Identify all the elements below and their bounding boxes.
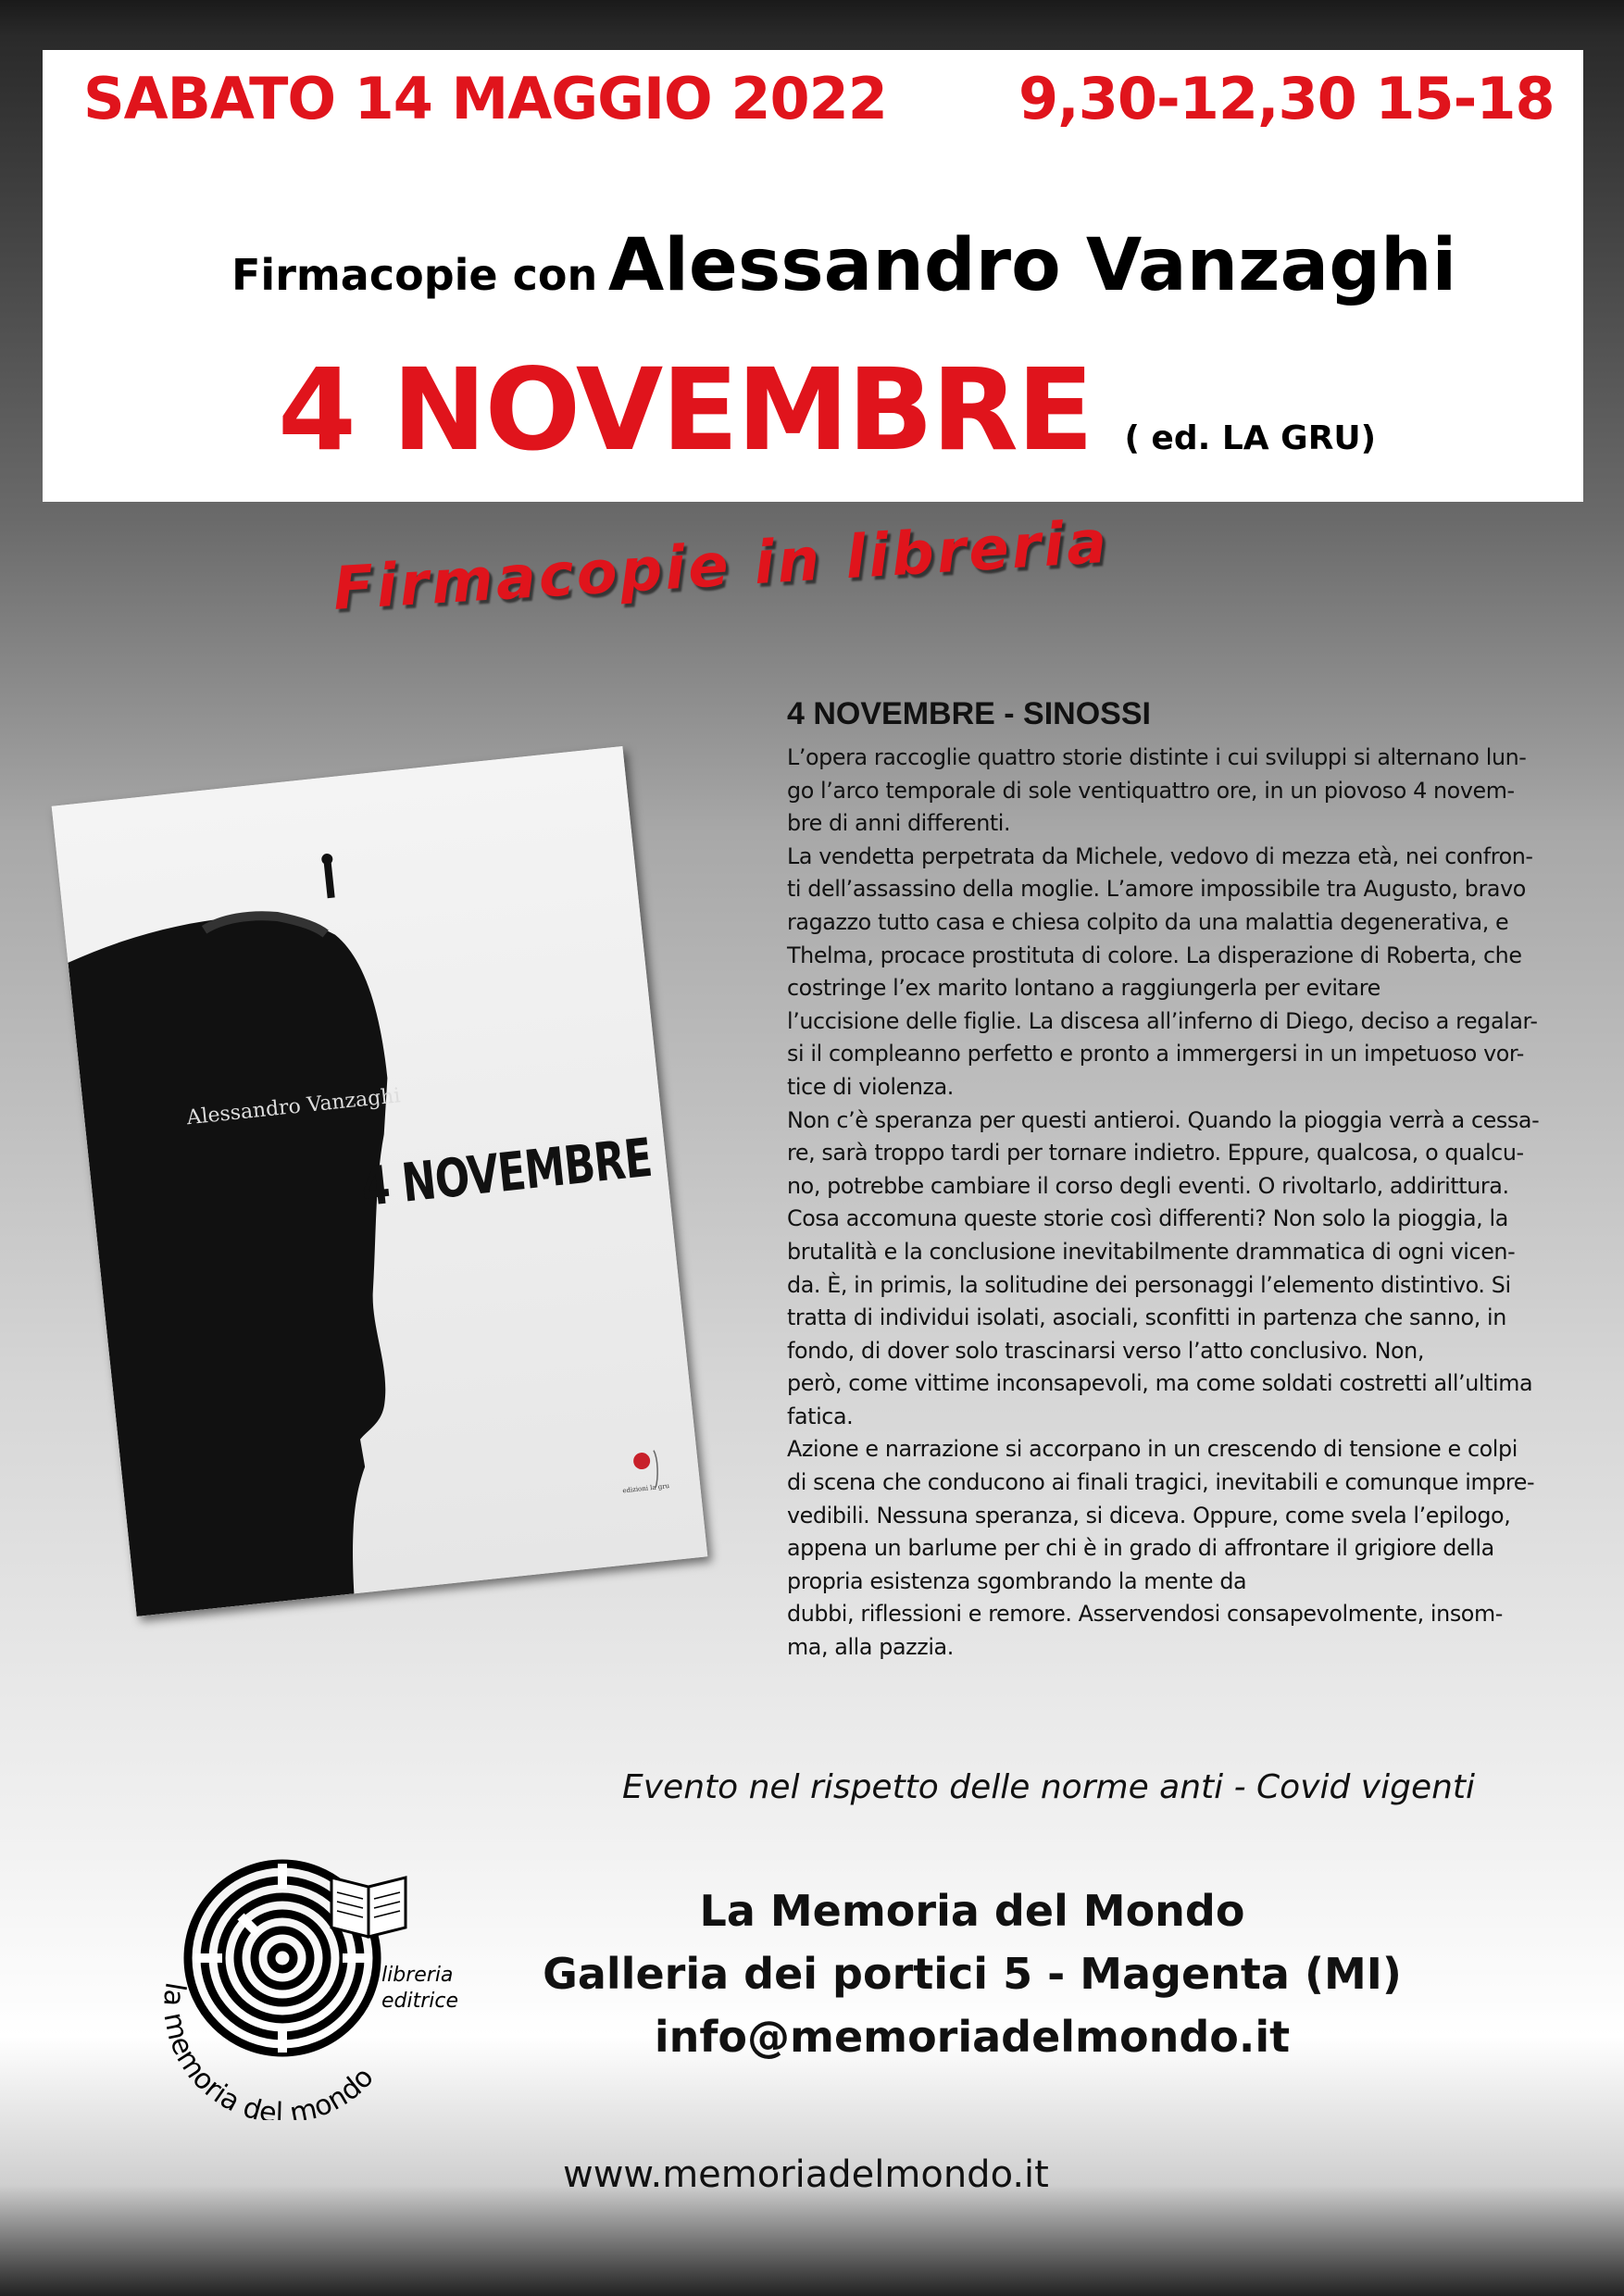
synopsis-line: L’opera raccoglie quattro storie distinte i cui sviluppi si alternano lun-	[787, 744, 1527, 770]
synopsis-line: vedibili. Nessuna speranza, si diceva. Oppure, come svela l’epilogo,	[787, 1502, 1511, 1529]
event-times: 9,30-12,30 15-18	[1018, 65, 1555, 132]
synopsis-line: di scena che conducono ai finali tragici, inevitabili e comunque impre-	[787, 1469, 1535, 1496]
synopsis-line: da. È, in primis, la solitudine dei personaggi l’elemento distintivo. Si	[787, 1271, 1511, 1298]
synopsis-line: fondo, di dover solo trascinarsi verso l’atto conclusivo. Non,	[787, 1337, 1424, 1364]
synopsis-line: ragazzo tutto casa e chiesa colpito da una malattia degenerativa, e	[787, 908, 1509, 935]
book-title: 4 NOVEMBRE	[278, 344, 1093, 476]
synopsis-line: Cosa accomuna queste storie così differenti? Non solo la pioggia, la	[787, 1205, 1508, 1232]
author-name: Alessandro Vanzaghi	[607, 224, 1457, 307]
synopsis-line: l’uccisione delle figlie. La discesa all’inferno di Diego, deciso a regalar-	[787, 1007, 1538, 1034]
synopsis-line: costringe l’ex marito lontano a raggiungerla per evitare	[787, 975, 1380, 1002]
store-email[interactable]: info@memoriadelmondo.it	[654, 2012, 1291, 2062]
synopsis-line: Non c’è speranza per questi antieroi. Quando la pioggia verrà a cessa-	[787, 1106, 1540, 1133]
covid-note: Evento nel rispetto delle norme anti - Covid vigenti	[622, 1768, 1476, 1806]
synopsis-line: si il compleanno perfetto e pronto a immergersi in un impetuoso vor-	[787, 1041, 1524, 1067]
synopsis-line: dubbi, riflessioni e remore. Asservendosi consapevolmente, insom-	[787, 1601, 1503, 1628]
logo-tagline-1: libreria	[381, 1964, 454, 1987]
synopsis-body	[787, 742, 1555, 1665]
logo-tagline-2: editrice	[381, 1990, 459, 2013]
cover-author: Alessandro Vanzaghi	[185, 1084, 402, 1130]
logo-name: la memoria del mondo	[156, 1979, 381, 2120]
book-cover	[52, 746, 708, 1616]
synopsis-line: appena un barlume per chi è in grado di affrontare il grigiore della	[787, 1535, 1494, 1562]
labyrinth-book-icon	[130, 1852, 500, 2120]
synopsis-line: ti dell’assassino della moglie. L’amore impossibile tra Augusto, bravo	[787, 876, 1526, 903]
synopsis-line: tice di violenza.	[787, 1073, 954, 1100]
store-info	[500, 1879, 1444, 2068]
synopsis-line: bre di anni differenti.	[787, 810, 1011, 837]
signing-line	[231, 224, 1456, 307]
synopsis-line: ma, alla pazzia.	[787, 1634, 954, 1661]
cover-publisher-mark: edizioni la gru	[621, 1482, 670, 1495]
synopsis-line: re, sarà troppo tardi per tornare indietro. Eppure, qualcosa, o qualcu-	[787, 1140, 1524, 1167]
signing-prefix: Firmacopie con	[231, 250, 598, 300]
event-date: SABATO 14 MAGGIO 2022	[83, 65, 887, 132]
synopsis-title: 4 NOVEMBRE - SINOSSI	[787, 696, 1151, 731]
cover-title: 4 NOVEMBRE	[358, 1127, 655, 1219]
synopsis-line: La vendetta perpetrata da Michele, vedovo di mezza età, nei confron-	[787, 842, 1533, 869]
synopsis-line: fatica.	[787, 1403, 854, 1429]
publisher-label: ( ed. LA GRU)	[1124, 419, 1377, 457]
synopsis-line: Thelma, procace prostituta di colore. La disperazione di Roberta, che	[787, 942, 1522, 968]
signing-banner: Firmacopie in libreria	[331, 507, 1112, 624]
synopsis-line: Azione e narrazione si accorpano in un crescendo di tensione e colpi	[787, 1436, 1518, 1463]
synopsis-line: tratta di individui isolati, asociali, sconfitti in partenza che sanno, in	[787, 1304, 1506, 1331]
synopsis-line: però, come vittime inconsapevoli, ma come soldati costretti all’ultima	[787, 1370, 1533, 1397]
title-line	[278, 344, 1376, 476]
synopsis-line: no, potrebbe cambiare il corso degli eventi. O rivoltarlo, addirittura.	[787, 1172, 1509, 1199]
website-link[interactable]: www.memoriadelmondo.it	[563, 2153, 1049, 2196]
bookstore-logo	[130, 1852, 500, 2120]
synopsis-line: brutalità e la conclusione inevitabilmente drammatica di ogni vicen-	[787, 1238, 1516, 1265]
store-name: La Memoria del Mondo	[699, 1886, 1245, 1936]
synopsis-line: go l’arco temporale di sole ventiquattro ore, in un piovoso 4 novem-	[787, 777, 1515, 804]
store-address: Galleria dei portici 5 - Magenta (MI)	[543, 1949, 1402, 1999]
synopsis	[787, 696, 1555, 1665]
synopsis-line: propria esistenza sgombrando la mente da	[787, 1567, 1247, 1594]
